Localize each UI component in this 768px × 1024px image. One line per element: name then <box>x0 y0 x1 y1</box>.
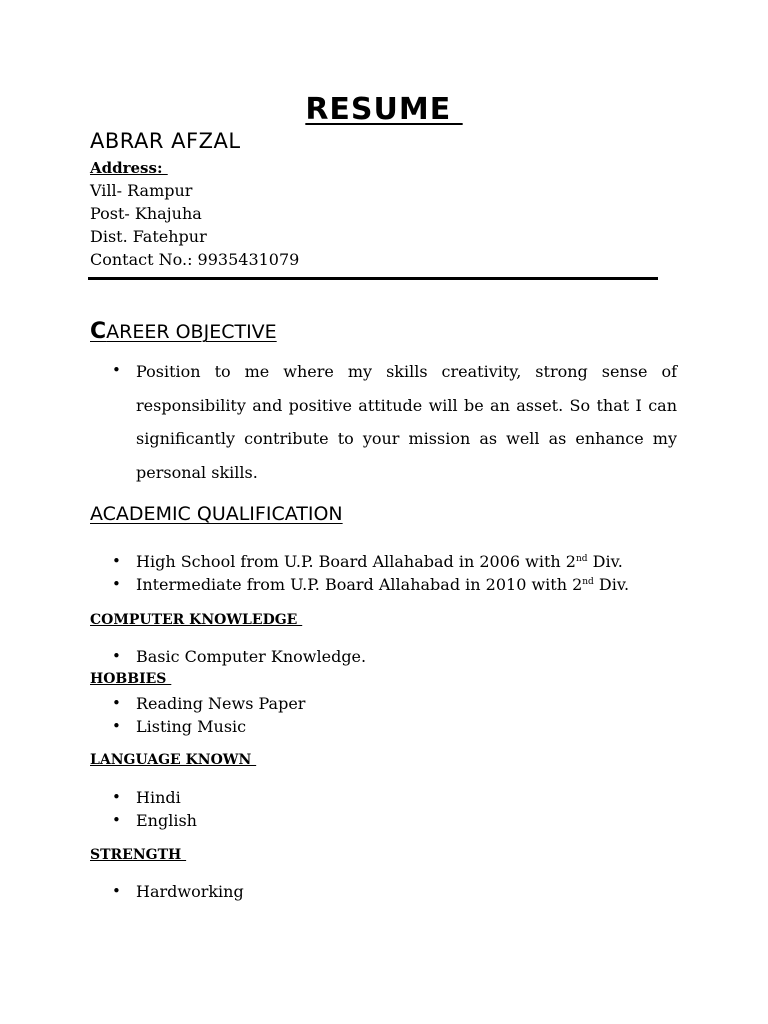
address-contact: Contact No.: 9935431079 <box>90 250 300 269</box>
career-objective-text: Position to me where my skills creativity, strong sense of responsibility and positive attitude will be an asset. So that I can significantly contribute to your mission as well as enhance my personal skills. <box>136 362 677 483</box>
address-post: Post- Khajuha <box>90 204 202 223</box>
address-label: Address: <box>90 159 168 177</box>
strength-item: Hardworking <box>136 882 244 901</box>
strength-heading: STRENGTH <box>90 847 187 863</box>
resume-title: RESUME <box>305 92 463 127</box>
career-objective-heading <box>90 319 277 344</box>
career-objective-heading-rest: AREER OBJECTIVE <box>106 321 277 343</box>
academic-item-high-school: High School from U.P. Board Allahabad in 2006 with 2nd Div. <box>136 552 623 571</box>
computer-item: Basic Computer Knowledge. <box>136 647 367 666</box>
computer-knowledge-heading: COMPUTER KNOWLEDGE <box>90 612 303 628</box>
bullet-icon: • <box>112 552 121 570</box>
bullet-icon: • <box>112 788 121 806</box>
academic-qualification-heading: ACADEMIC QUALIFICATION <box>90 503 343 525</box>
academic-item-intermediate: Intermediate from U.P. Board Allahabad in 2010 with 2nd Div. <box>136 575 630 594</box>
address-village: Vill- Rampur <box>90 181 193 200</box>
candidate-name: ABRAR AFZAL <box>90 129 241 153</box>
bullet-icon: • <box>112 811 121 829</box>
bullet-icon: • <box>112 717 121 735</box>
bullet-icon: • <box>112 882 121 900</box>
career-objective-heading-initial: C <box>90 319 107 344</box>
language-item: Hindi <box>136 788 181 807</box>
header-divider <box>88 277 658 280</box>
bullet-icon: • <box>112 575 121 593</box>
language-known-heading: LANGUAGE KNOWN <box>90 752 257 768</box>
hobby-item: Listing Music <box>136 717 247 736</box>
bullet-icon: • <box>112 361 121 379</box>
hobby-item: Reading News Paper <box>136 694 306 713</box>
address-district: Dist. Fatehpur <box>90 227 207 246</box>
bullet-icon: • <box>112 694 121 712</box>
bullet-icon: • <box>112 647 121 665</box>
language-item: English <box>136 811 197 830</box>
hobbies-heading: HOBBIES <box>90 671 172 687</box>
